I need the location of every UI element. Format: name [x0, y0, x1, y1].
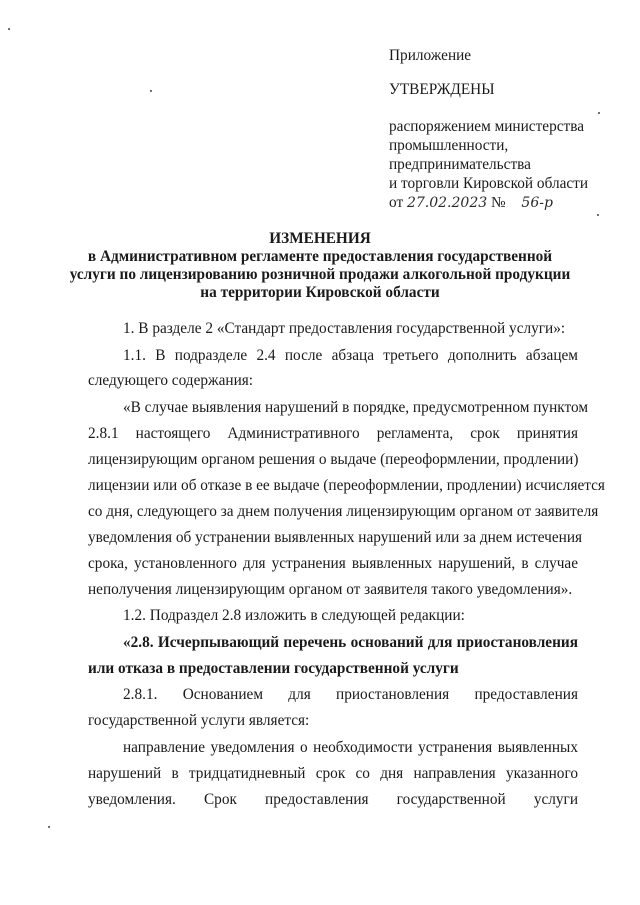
order-date-line [389, 193, 553, 213]
paragraph-2-line-1: 1.1. В подразделе 2.4 после абзаца третьего дополнить абзацем [123, 347, 578, 364]
paragraph-3-line-3: лицензирующим органом решения о выдаче (переоформлении, продлении) [88, 451, 579, 468]
paragraph-7-line-3: уведомления. Срок предоставления государственной услуги [88, 791, 578, 808]
order-line-2: промышленности, [389, 137, 509, 154]
paragraph-3-line-1: «В случае выявления нарушений в порядке, предусмотренном пунктом [123, 399, 589, 416]
handwritten-number: 56-р [521, 195, 553, 211]
paragraph-7-line-2: нарушений в тридцатидневный срок со дня направления указанного [88, 765, 578, 782]
paragraph-3-line-2: 2.8.1 настоящего Административного регламента, срок принятия [88, 425, 578, 442]
paragraph-6-line-2: государственной услуги является: [88, 712, 310, 729]
order-line-1: распоряжением министерства [389, 118, 585, 135]
paragraph-3-line-6: уведомления об устранении выявленных нарушений или за днем истечения [88, 529, 583, 546]
title-line-2: услуги по лицензированию розничной продажи алкогольной продукции [69, 266, 571, 283]
paragraph-3-line-4: лицензии или об отказе в ее выдаче (переоформлении, продлении) исчисляется [88, 477, 605, 494]
paragraph-2-line-2: следующего содержания: [88, 372, 254, 389]
handwritten-date: 27.02.2023 [406, 195, 488, 211]
title-line-1: в Административном регламенте предоставления государственной [87, 248, 553, 265]
document-heading: ИЗМЕНЕНИЯ [269, 230, 371, 247]
title-line-3: на территории Кировской области [200, 284, 440, 301]
appendix-label: Приложение [389, 47, 472, 64]
order-line-3: предпринимательства [389, 156, 531, 173]
approved-label: УТВЕРЖДЕНЫ [389, 81, 495, 98]
paragraph-7-line-1: направление уведомления о необходимости устранения выявленных [123, 739, 578, 756]
paragraph-3-line-8: неполучения лицензирующим органом от заявителя такого уведомления». [88, 581, 573, 598]
section-heading-line-2: или отказа в предоставлении государственной услуги [88, 660, 459, 677]
scan-speck [48, 826, 50, 828]
order-line-4: и торговли Кировской области [389, 175, 589, 192]
paragraph-6-line-1: 2.8.1. Основанием для приостановления предоставления [123, 686, 578, 703]
number-sign: № [490, 194, 506, 211]
scan-speck [598, 112, 600, 114]
section-heading-line-1: «2.8. Исчерпывающий перечень оснований для приостановления [123, 634, 578, 651]
paragraph-3-line-5: со дня, следующего за днем получения лицензирующим органом от заявителя [88, 503, 599, 520]
scan-speck [150, 90, 152, 92]
scan-speck [597, 214, 599, 216]
date-prefix: от [389, 194, 404, 211]
scan-speck [8, 28, 10, 30]
paragraph-3-line-7: срока, установленного для устранения выявленных нарушений, в случае [88, 555, 578, 572]
paragraph-4: 1.2. Подраздел 2.8 изложить в следующей редакции: [123, 607, 465, 624]
paragraph-1: 1. В разделе 2 «Стандарт предоставления государственной услуги»: [123, 320, 566, 337]
